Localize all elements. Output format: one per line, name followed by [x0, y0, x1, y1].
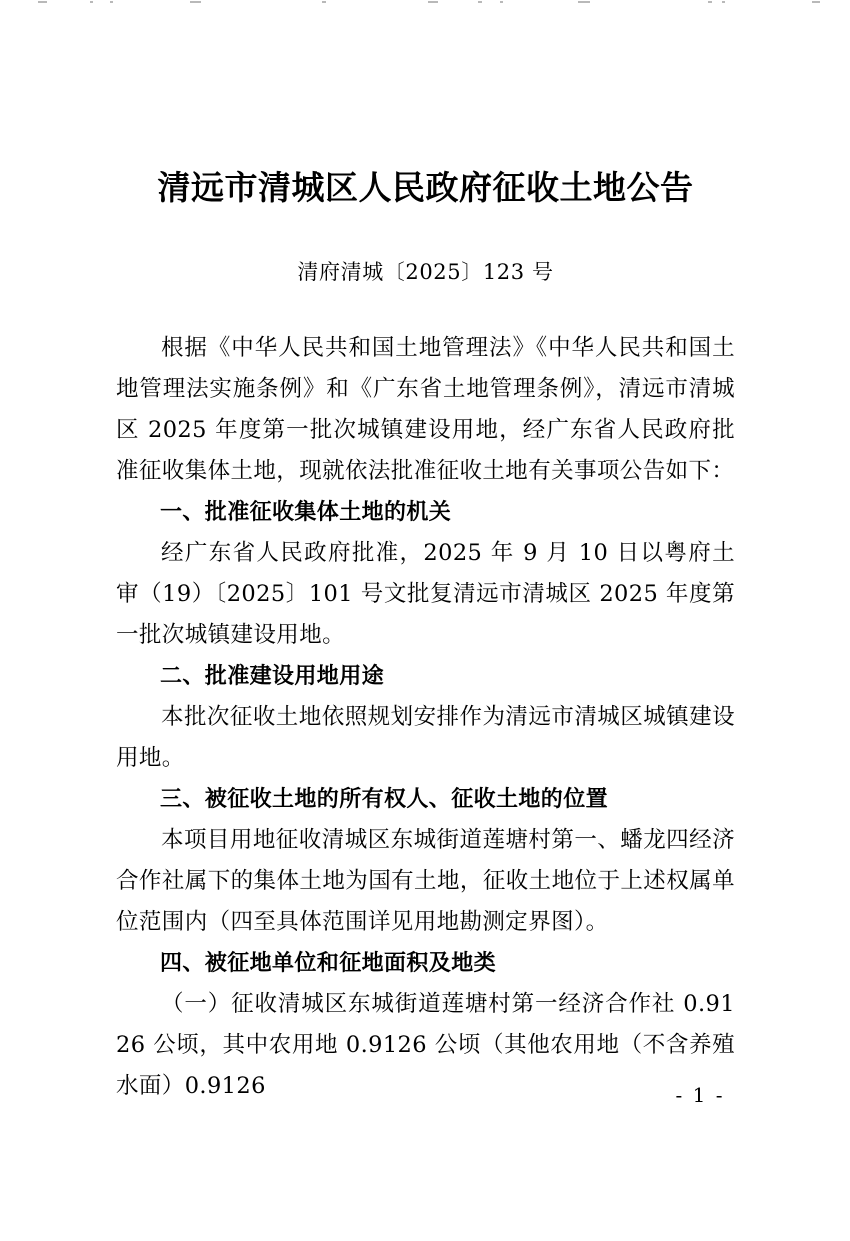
page-title: 清远市清城区人民政府征收土地公告 [157, 168, 694, 207]
document-number: 清府清城〔2025〕123 号 [297, 260, 554, 284]
section-body-4: （一）征收清城区东城街道莲塘村第一经济合作社 0.9126 公顷，其中农用地 0.9126 公顷（其他农用地（不含养殖水面）0.9126 [116, 991, 735, 1099]
section-heading-3: 三、被征收土地的所有权人、征收土地的位置 [160, 787, 609, 812]
section-heading-2: 二、批准建设用地用途 [160, 664, 385, 689]
body-text [116, 286, 735, 1107]
page-footer [0, 1083, 850, 1107]
page-number: - 1 - [675, 1083, 725, 1107]
section-heading-1: 一、批准征收集体土地的机关 [160, 500, 452, 525]
section-body-3: 本项目用地征收清城区东城街道莲塘村第一、蟠龙四经济合作社属下的集体土地为国有土地，征收土地位于上述权属单位范围内（四至具体范围详见用地勘测定界图）。 [116, 827, 735, 935]
section-body-2: 本批次征收土地依照规划安排作为清远市清城区城镇建设用地。 [116, 704, 735, 771]
section-heading-4: 四、被征地单位和征地面积及地类 [160, 951, 497, 976]
preamble-paragraph: 根据《中华人民共和国土地管理法》《中华人民共和国土地管理法实施条例》和《广东省土地管理条例》，清远市清城区 2025 年度第一批次城镇建设用地，经广东省人民政府批准征收集体土地，现就依法批准征收土地有关事项公告如下： [116, 335, 735, 484]
section-body-1: 经广东省人民政府批准，2025 年 9 月 10 日以粤府土审（19）〔2025〕101 号文批复清远市清城区 2025 年度第一批次城镇建设用地。 [116, 540, 735, 648]
document-body [116, 0, 735, 1107]
